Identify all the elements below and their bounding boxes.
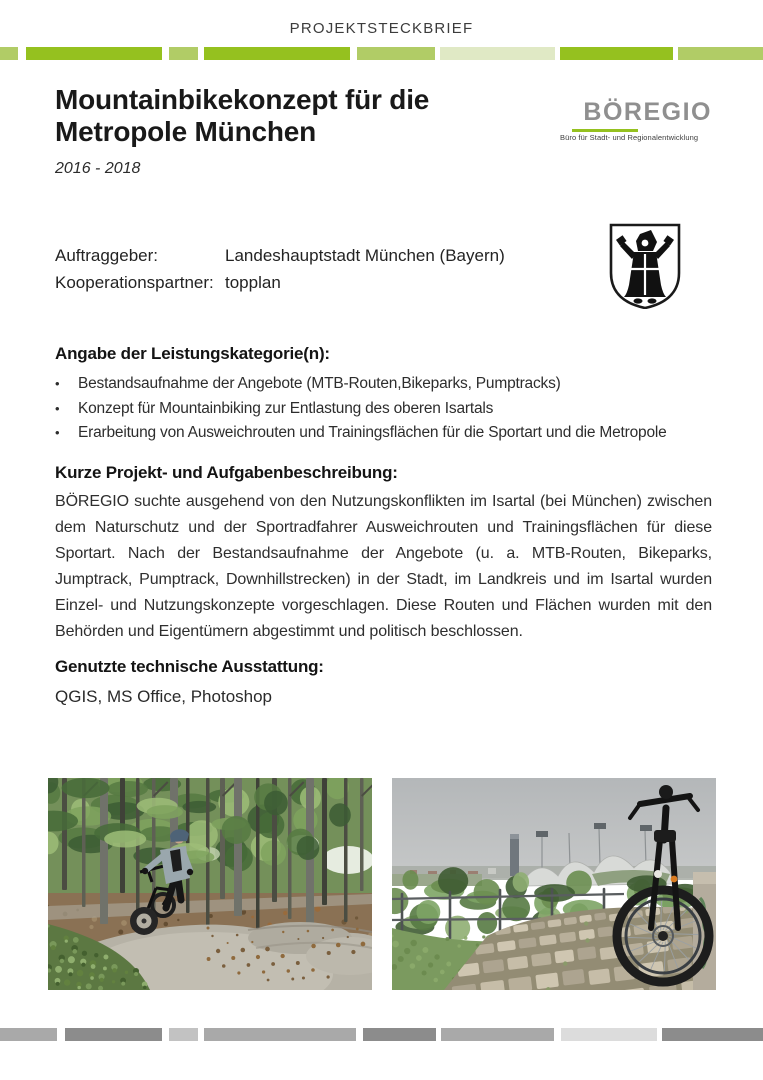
equipment-list-text: QGIS, MS Office, Photoshop <box>55 687 273 706</box>
detail-value: Landeshauptstadt München (Bayern) <box>225 246 505 265</box>
detail-row-client <box>55 242 575 269</box>
bar-segment <box>662 1028 763 1041</box>
project-period: 2016 - 2018 <box>55 160 141 177</box>
bar-segment <box>678 47 763 60</box>
bar-segment <box>561 1028 657 1041</box>
section-heading-categories: Angabe der Leistungskategorie(n): <box>55 344 330 363</box>
bar-segment <box>441 1028 554 1041</box>
list-item <box>55 421 715 446</box>
list-item <box>55 397 715 422</box>
bar-segment <box>169 47 198 60</box>
bar-segment <box>0 47 18 60</box>
category-list <box>55 372 715 446</box>
document-header-title: PROJEKTSTECKBRIEF <box>289 20 474 37</box>
list-item-text: Erarbeitung von Ausweichrouten und Trainingsflächen für die Sportart und die Metropole <box>78 424 667 441</box>
bar-segment <box>65 1028 162 1041</box>
bar-segment <box>204 47 350 60</box>
bar-segment <box>169 1028 198 1041</box>
bottom-segmented-bar <box>0 1028 763 1041</box>
logo-underline-accent <box>572 129 638 132</box>
bar-segment <box>363 1028 436 1041</box>
bar-segment <box>0 1028 57 1041</box>
list-item <box>55 372 715 397</box>
bar-segment <box>204 1028 356 1041</box>
detail-row-partner <box>55 269 575 296</box>
project-details <box>55 242 575 296</box>
detail-label: Kooperationspartner: <box>55 273 214 292</box>
bar-segment <box>560 47 673 60</box>
section-heading-description: Kurze Projekt- und Aufgabenbeschreibung: <box>55 463 398 482</box>
munich-coat-of-arms-icon <box>604 221 686 309</box>
boeregio-logo <box>560 100 712 142</box>
detail-value: topplan <box>225 273 281 292</box>
bullet-icon: • <box>55 400 60 416</box>
bullet-icon: • <box>55 425 60 440</box>
photo-olympiapark-view <box>392 778 716 990</box>
list-item-text: Bestandsaufnahme der Angebote (MTB-Routen,Bikeparks, Pumptracks) <box>78 375 561 392</box>
logo-tagline: Büro für Stadt- und Regionalentwicklung <box>560 133 699 142</box>
section-heading-equipment: Genutzte technische Ausstattung: <box>55 657 324 676</box>
page-title: Mountainbikekonzept für die Metropole München <box>55 84 430 147</box>
detail-label: Auftraggeber: <box>55 246 159 265</box>
bar-segment <box>26 47 162 60</box>
bar-segment <box>357 47 435 60</box>
photo-pumptrack-forest <box>48 778 372 990</box>
top-segmented-bar <box>0 47 763 60</box>
bar-segment <box>440 47 555 60</box>
list-item-text: Konzept für Mountainbiking zur Entlastung des oberen Isartals <box>78 399 494 417</box>
project-description-text: BÖREGIO suchte ausgehend von den Nutzungskonflikten im Isartal (bei München) zwischen dem Naturschutz und der Sportradfahrer Ausweichrouten und Trainingsflächen für diese Sportart. Nach der Bestandsaufnahme der Angebote (u. a. MTB-Routen, Bikeparks, Jumptrack, Pumptrack, Downhillstrecken) in der Stadt, im Landkreis und im Isartal wurden Einzel- und Nutzungskonzepte vorgeschlagen. Diese Routen und Flächen wurden mit den Behörden und Eigentümern abgestimmt und politisch beschlossen. <box>55 493 712 640</box>
logo-wordmark: BÖREGIO <box>583 98 712 126</box>
bullet-icon: • <box>55 376 60 391</box>
